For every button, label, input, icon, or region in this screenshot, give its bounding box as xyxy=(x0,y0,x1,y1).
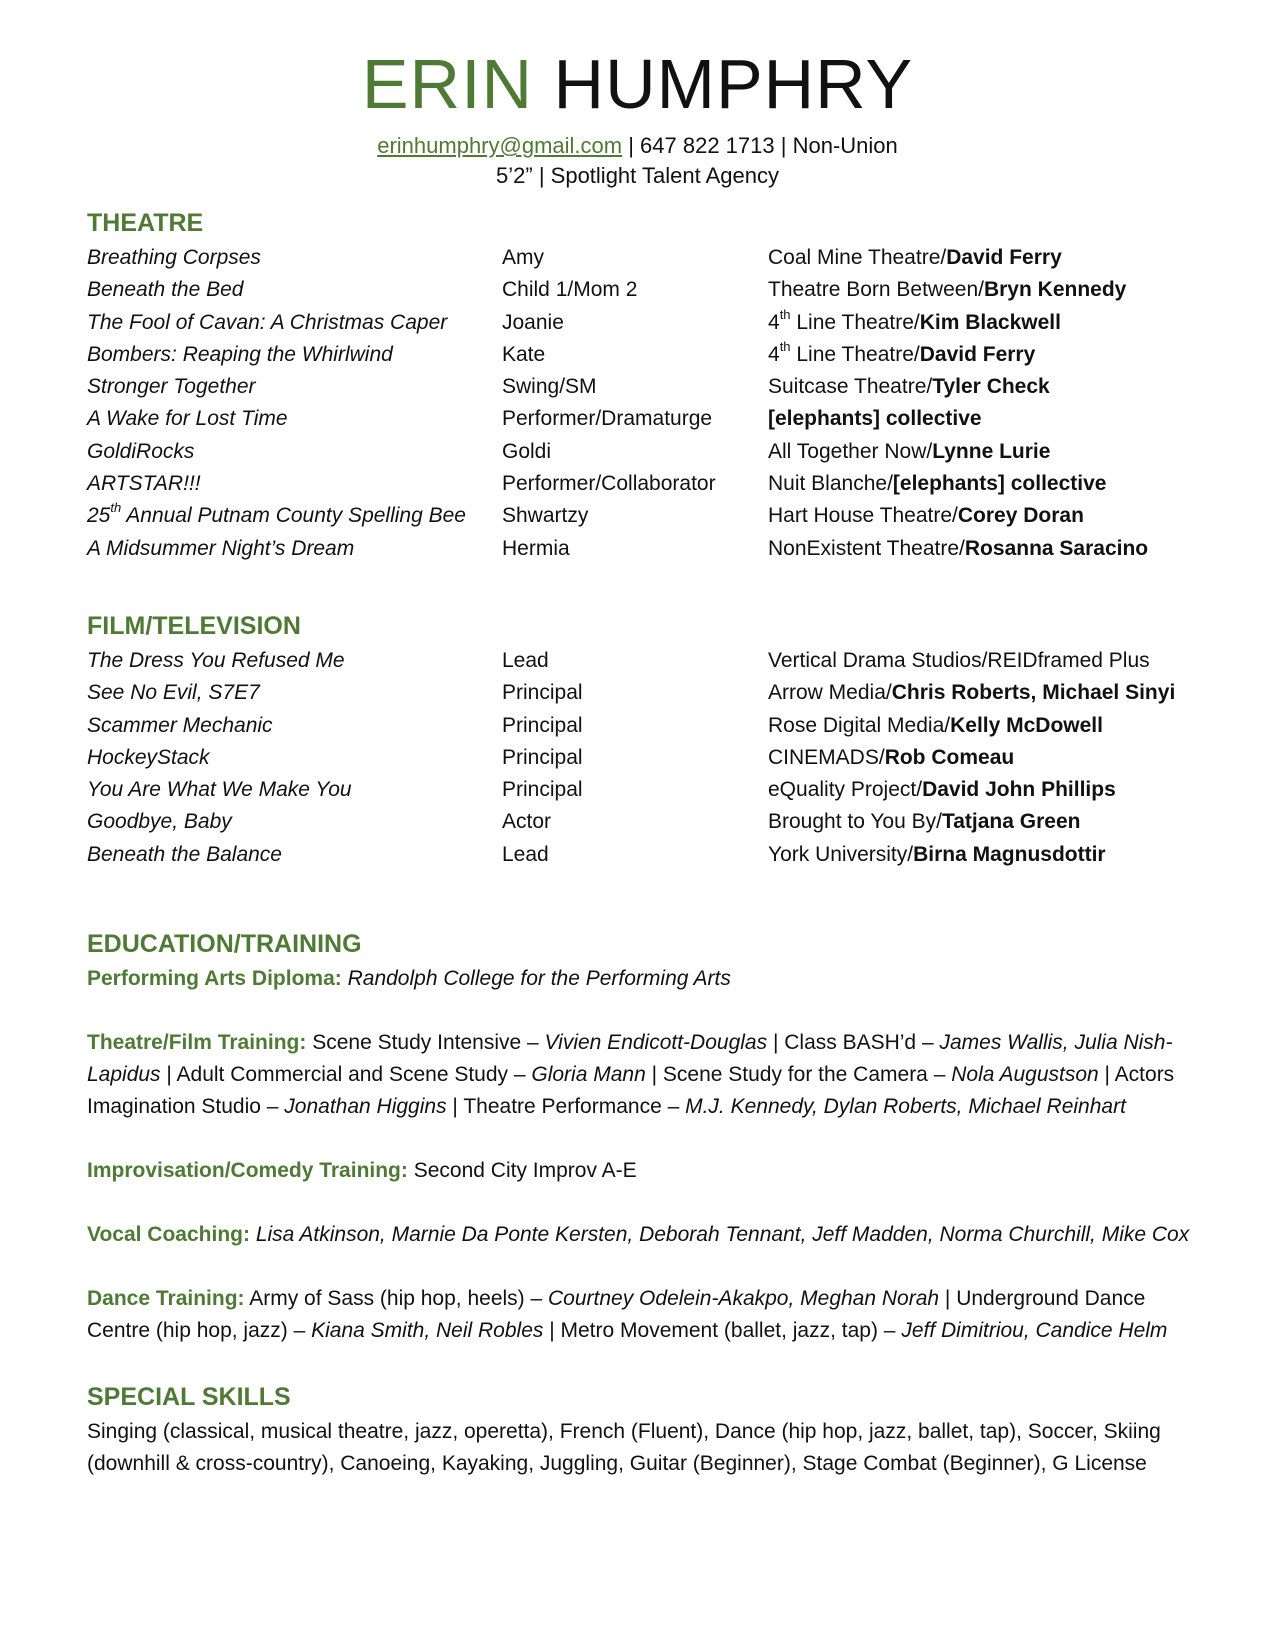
production-title: Stronger Together xyxy=(87,375,256,399)
section-heading: EDUCATION/TRAINING xyxy=(87,930,362,958)
role: Principal xyxy=(502,745,583,769)
vocal-coaching-entry: Vocal Coaching: Lisa Atkinson, Marnie Da Ponte Kersten, Deborah Tennant, Jeff Madden, Norma Churchill, Mike Cox xyxy=(87,1223,1190,1246)
separator: | xyxy=(774,133,793,158)
company: eQuality Project/David John Phillips xyxy=(768,778,1116,802)
credit-row xyxy=(87,710,1197,742)
company: 4th Line Theatre/Kim Blackwell xyxy=(768,306,1061,334)
improv-training-entry: Improvisation/Comedy Training: Second City Improv A-E xyxy=(87,1159,637,1182)
credit-row xyxy=(87,339,1197,371)
production-title: Bombers: Reaping the Whirlwind xyxy=(87,342,393,366)
skills-text: Singing (classical, musical theatre, jazz, operetta), French (Fluent), Dance (hip hop, jazz, ballet, tap), Soccer, Skiing (downhill & cross-country), Canoeing, Kayaking, Juggling, Guitar (Beginner), Stage Combat (Beginner), G License xyxy=(87,1420,1161,1475)
entry-label: Theatre/Film Training: xyxy=(87,1031,307,1054)
diploma-entry xyxy=(87,963,1197,995)
role: Lead xyxy=(502,649,549,672)
credit-row xyxy=(87,500,1197,532)
company: Hart House Theatre/Corey Doran xyxy=(768,504,1084,528)
credit-row xyxy=(87,274,1197,306)
credit-row xyxy=(87,242,1197,274)
credit-row xyxy=(87,403,1197,435)
production-title: HockeyStack xyxy=(87,745,210,769)
role: Child 1/Mom 2 xyxy=(502,278,638,302)
production-title: The Fool of Cavan: A Christmas Caper xyxy=(87,310,448,334)
company: Brought to You By/Tatjana Green xyxy=(768,810,1081,834)
phone: 647 822 1713 xyxy=(640,133,775,158)
credit-row xyxy=(87,436,1197,468)
company: Nuit Blanche/[elephants] collective xyxy=(768,472,1107,496)
education-section xyxy=(87,929,1197,1347)
production-title: A Wake for Lost Time xyxy=(87,407,288,431)
company: Coal Mine Theatre/David Ferry xyxy=(768,246,1062,269)
agency: Spotlight Talent Agency xyxy=(550,163,779,188)
skills-section xyxy=(87,1382,1197,1480)
section-heading: THEATRE xyxy=(87,209,204,237)
role: Kate xyxy=(502,342,546,366)
credit-row xyxy=(87,533,1197,565)
credit-row xyxy=(87,839,1197,871)
company: All Together Now/Lynne Lurie xyxy=(768,439,1051,463)
credit-row xyxy=(87,307,1197,339)
company: Theatre Born Between/Bryn Kennedy xyxy=(768,278,1127,302)
last-name: HUMPHRY xyxy=(553,45,914,123)
role: Goldi xyxy=(502,439,552,463)
credit-row xyxy=(87,742,1197,774)
production-title: 25th Annual Putnam County Spelling Bee xyxy=(87,500,466,528)
candidate-name xyxy=(0,44,1275,124)
production-title: GoldiRocks xyxy=(87,439,195,463)
production-title: Beneath the Balance xyxy=(87,842,282,866)
company: Arrow Media/Chris Roberts, Michael Sinyi xyxy=(768,681,1176,705)
production-title: Breathing Corpses xyxy=(87,246,261,269)
credit-row xyxy=(87,774,1197,806)
role: Swing/SM xyxy=(502,375,597,399)
company: [elephants] collective xyxy=(768,407,982,431)
role: Principal xyxy=(502,713,583,737)
role: Hermia xyxy=(502,536,570,560)
production-title: The Dress You Refused Me xyxy=(87,649,345,672)
company: 4th Line Theatre/David Ferry xyxy=(768,338,1036,366)
theatre-film-training-entry: Theatre/Film Training: Scene Study Intensive – Vivien Endicott-Douglas | Class BASH’d – James Wallis, Julia Nish-Lapidus | Adult Commercial and Scene Study – Gloria Mann | Scene Study for the Camera – Nola Augustson | Actors Imagination Studio – Jonathan Higgins | Theatre Performance – M.J. Kennedy, Dylan Roberts, Michael Reinhart xyxy=(87,1031,1175,1118)
role: Actor xyxy=(502,810,552,834)
entry-label: Performing Arts Diploma: xyxy=(87,967,342,990)
role: Lead xyxy=(502,842,549,866)
contact-line xyxy=(0,132,1275,160)
separator: | xyxy=(532,163,551,188)
separator: | xyxy=(622,133,641,158)
credit-row xyxy=(87,468,1197,500)
school-name: Randolph College for the Performing Arts xyxy=(347,967,731,990)
credit-row xyxy=(87,677,1197,709)
theatre-section xyxy=(87,208,1197,565)
production-title: Beneath the Bed xyxy=(87,278,244,302)
dance-training-entry: Dance Training: Army of Sass (hip hop, heels) – Courtney Odelein-Akakpo, Meghan Norah | Underground Dance Centre (hip hop, jazz) – Kiana Smith, Neil Robles | Metro Movement (ballet, jazz, tap) – Jeff Dimitriou, Candice Helm xyxy=(87,1287,1168,1342)
company: NonExistent Theatre/Rosanna Saracino xyxy=(768,536,1149,560)
company: Vertical Drama Studios/REIDframed Plus xyxy=(768,649,1150,672)
credit-row xyxy=(87,645,1197,677)
company: CINEMADS/Rob Comeau xyxy=(768,745,1015,769)
role: Principal xyxy=(502,681,583,705)
company: Rose Digital Media/Kelly McDowell xyxy=(768,713,1103,737)
role: Performer/Collaborator xyxy=(502,472,716,496)
credit-row xyxy=(87,806,1197,838)
section-heading: SPECIAL SKILLS xyxy=(87,1383,291,1411)
entry-label: Vocal Coaching: xyxy=(87,1223,250,1246)
production-title: You Are What We Make You xyxy=(87,778,352,802)
stats-line xyxy=(0,162,1275,190)
role: Amy xyxy=(502,246,544,269)
role: Shwartzy xyxy=(502,504,589,528)
union-status: Non-Union xyxy=(792,133,898,158)
production-title: See No Evil, S7E7 xyxy=(87,681,260,705)
role: Joanie xyxy=(502,310,564,334)
production-title: Goodbye, Baby xyxy=(87,810,232,834)
email-link[interactable]: erinhumphry@gmail.com xyxy=(377,133,623,158)
credit-row xyxy=(87,371,1197,403)
section-heading: FILM/TELEVISION xyxy=(87,612,301,640)
first-name: ERIN xyxy=(361,45,534,123)
production-title: Scammer Mechanic xyxy=(87,713,273,737)
company: York University/Birna Magnusdottir xyxy=(768,842,1106,866)
entry-label: Improvisation/Comedy Training: xyxy=(87,1159,408,1182)
production-title: ARTSTAR!!! xyxy=(87,472,201,496)
production-title: A Midsummer Night’s Dream xyxy=(87,536,355,560)
company: Suitcase Theatre/Tyler Check xyxy=(768,375,1050,399)
role: Principal xyxy=(502,778,583,802)
height: 5’2” xyxy=(496,163,533,188)
role: Performer/Dramaturge xyxy=(502,407,713,431)
entry-label: Dance Training: xyxy=(87,1287,245,1310)
film-section xyxy=(87,611,1197,871)
